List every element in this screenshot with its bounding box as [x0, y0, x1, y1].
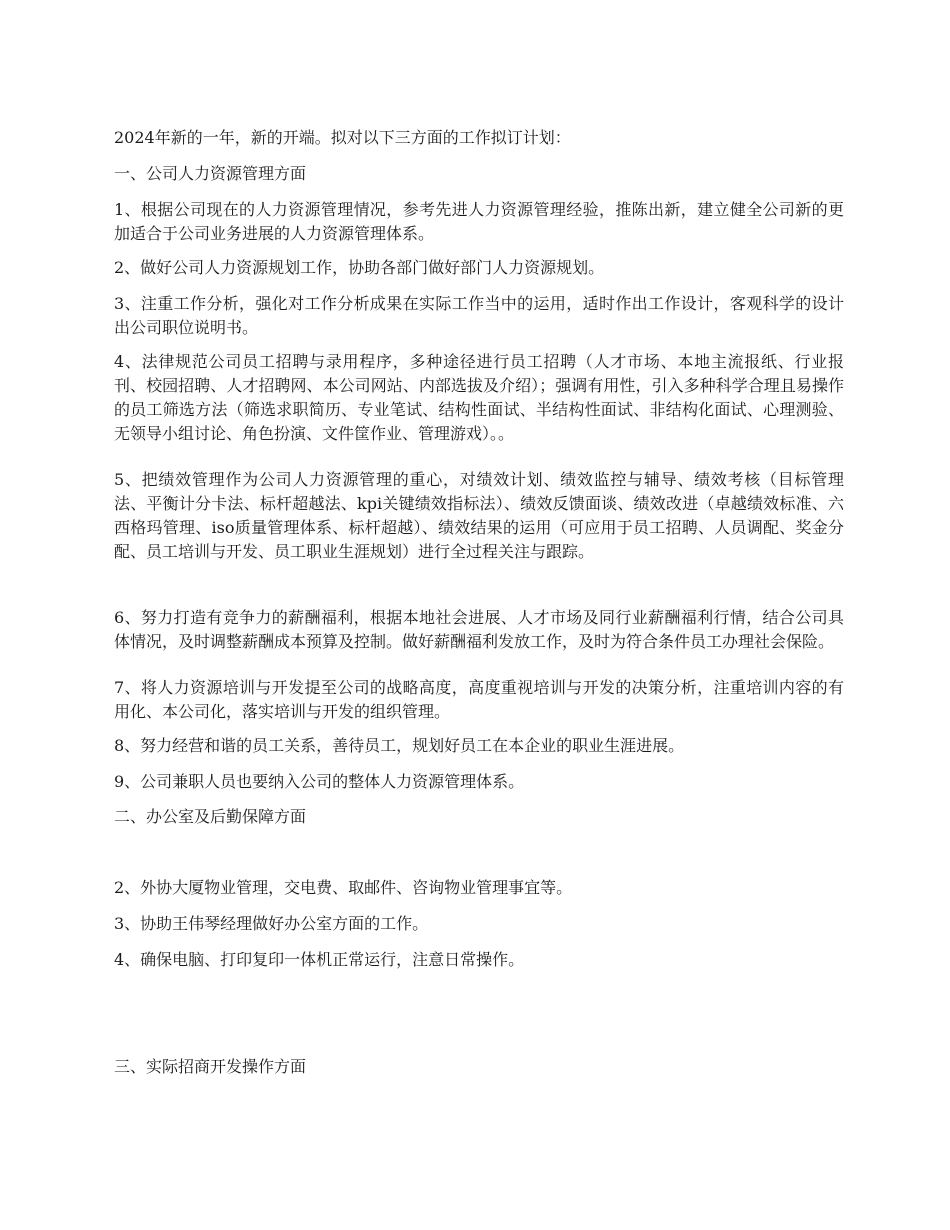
section-heading-office: 二、办公室及后勤保障方面 — [114, 807, 307, 826]
office-item-4: 4、确保电脑、打印复印一体机正常运行，注意日常操作。 — [114, 950, 525, 969]
section-heading-investment: 三、实际招商开发操作方面 — [114, 1057, 307, 1076]
hr-item-3: 3、注重工作分析，强化对工作分析成果在实际工作当中的运用，适时作出工作设计，客观科学的设计出公司职位说明书。 — [114, 294, 844, 337]
intro-paragraph: 2024年新的一年，新的开端。拟对以下三方面的工作拟订计划： — [114, 128, 571, 147]
section-heading-hr: 一、公司人力资源管理方面 — [114, 164, 307, 183]
hr-item-2: 2、做好公司人力资源规划工作，协助各部门做好部门人力资源规划。 — [114, 258, 605, 277]
hr-item-1: 1、根据公司现在的人力资源管理情况，参考先进人力资源管理经验，推陈出新，建立健全公司新的更加适合于公司业务进展的人力资源管理体系。 — [114, 200, 844, 243]
hr-item-4: 4、法律规范公司员工招聘与录用程序，多种途径进行员工招聘（人才市场、本地主流报纸、行业报刊、校园招聘、人才招聘网、本公司网站、内部选拔及介绍）；强调有用性，引入多种科学合理且易操作的员工筛选方法（筛选求职简历、专业笔试、结构性面试、半结构性面试、非结构化面试、心理测验、无领导小组讨论、角色扮演、文件筐作业、管理游戏）。。 — [114, 352, 844, 443]
hr-item-9: 9、公司兼职人员也要纳入公司的整体人力资源管理体系。 — [114, 772, 525, 791]
office-item-3: 3、协助王伟琴经理做好办公室方面的工作。 — [114, 914, 429, 933]
hr-item-6: 6、努力打造有竞争力的薪酬福利，根据本地社会进展、人才市场及同行业薪酬福利行情，结合公司具体情况，及时调整薪酬成本预算及控制。做好薪酬福利发放工作，及时为符合条件员工办理社会保险。 — [114, 608, 844, 651]
hr-item-8: 8、努力经营和谐的员工关系，善待员工，规划好员工在本企业的职业生涯进展。 — [114, 736, 685, 755]
hr-item-7: 7、将人力资源培训与开发提至公司的战略高度，高度重视培训与开发的决策分析，注重培训内容的有用化、本公司化，落实培训与开发的组织管理。 — [114, 678, 844, 721]
hr-item-5: 5、把绩效管理作为公司人力资源管理的重心，对绩效计划、绩效监控与辅导、绩效考核（目标管理法、平衡计分卡法、标杆超越法、kpi关键绩效指标法）、绩效反馈面谈、绩效改进（卓越绩效标准、六西格玛管理、iso质量管理体系、标杆超越）、绩效结果的运用（可应用于员工招聘、人员调配、奖金分配、员工培训与开发、员工职业生涯规划）进行全过程关注与跟踪。 — [114, 470, 844, 561]
office-item-2: 2、外协大厦物业管理，交电费、取邮件、咨询物业管理事宜等。 — [114, 878, 573, 897]
